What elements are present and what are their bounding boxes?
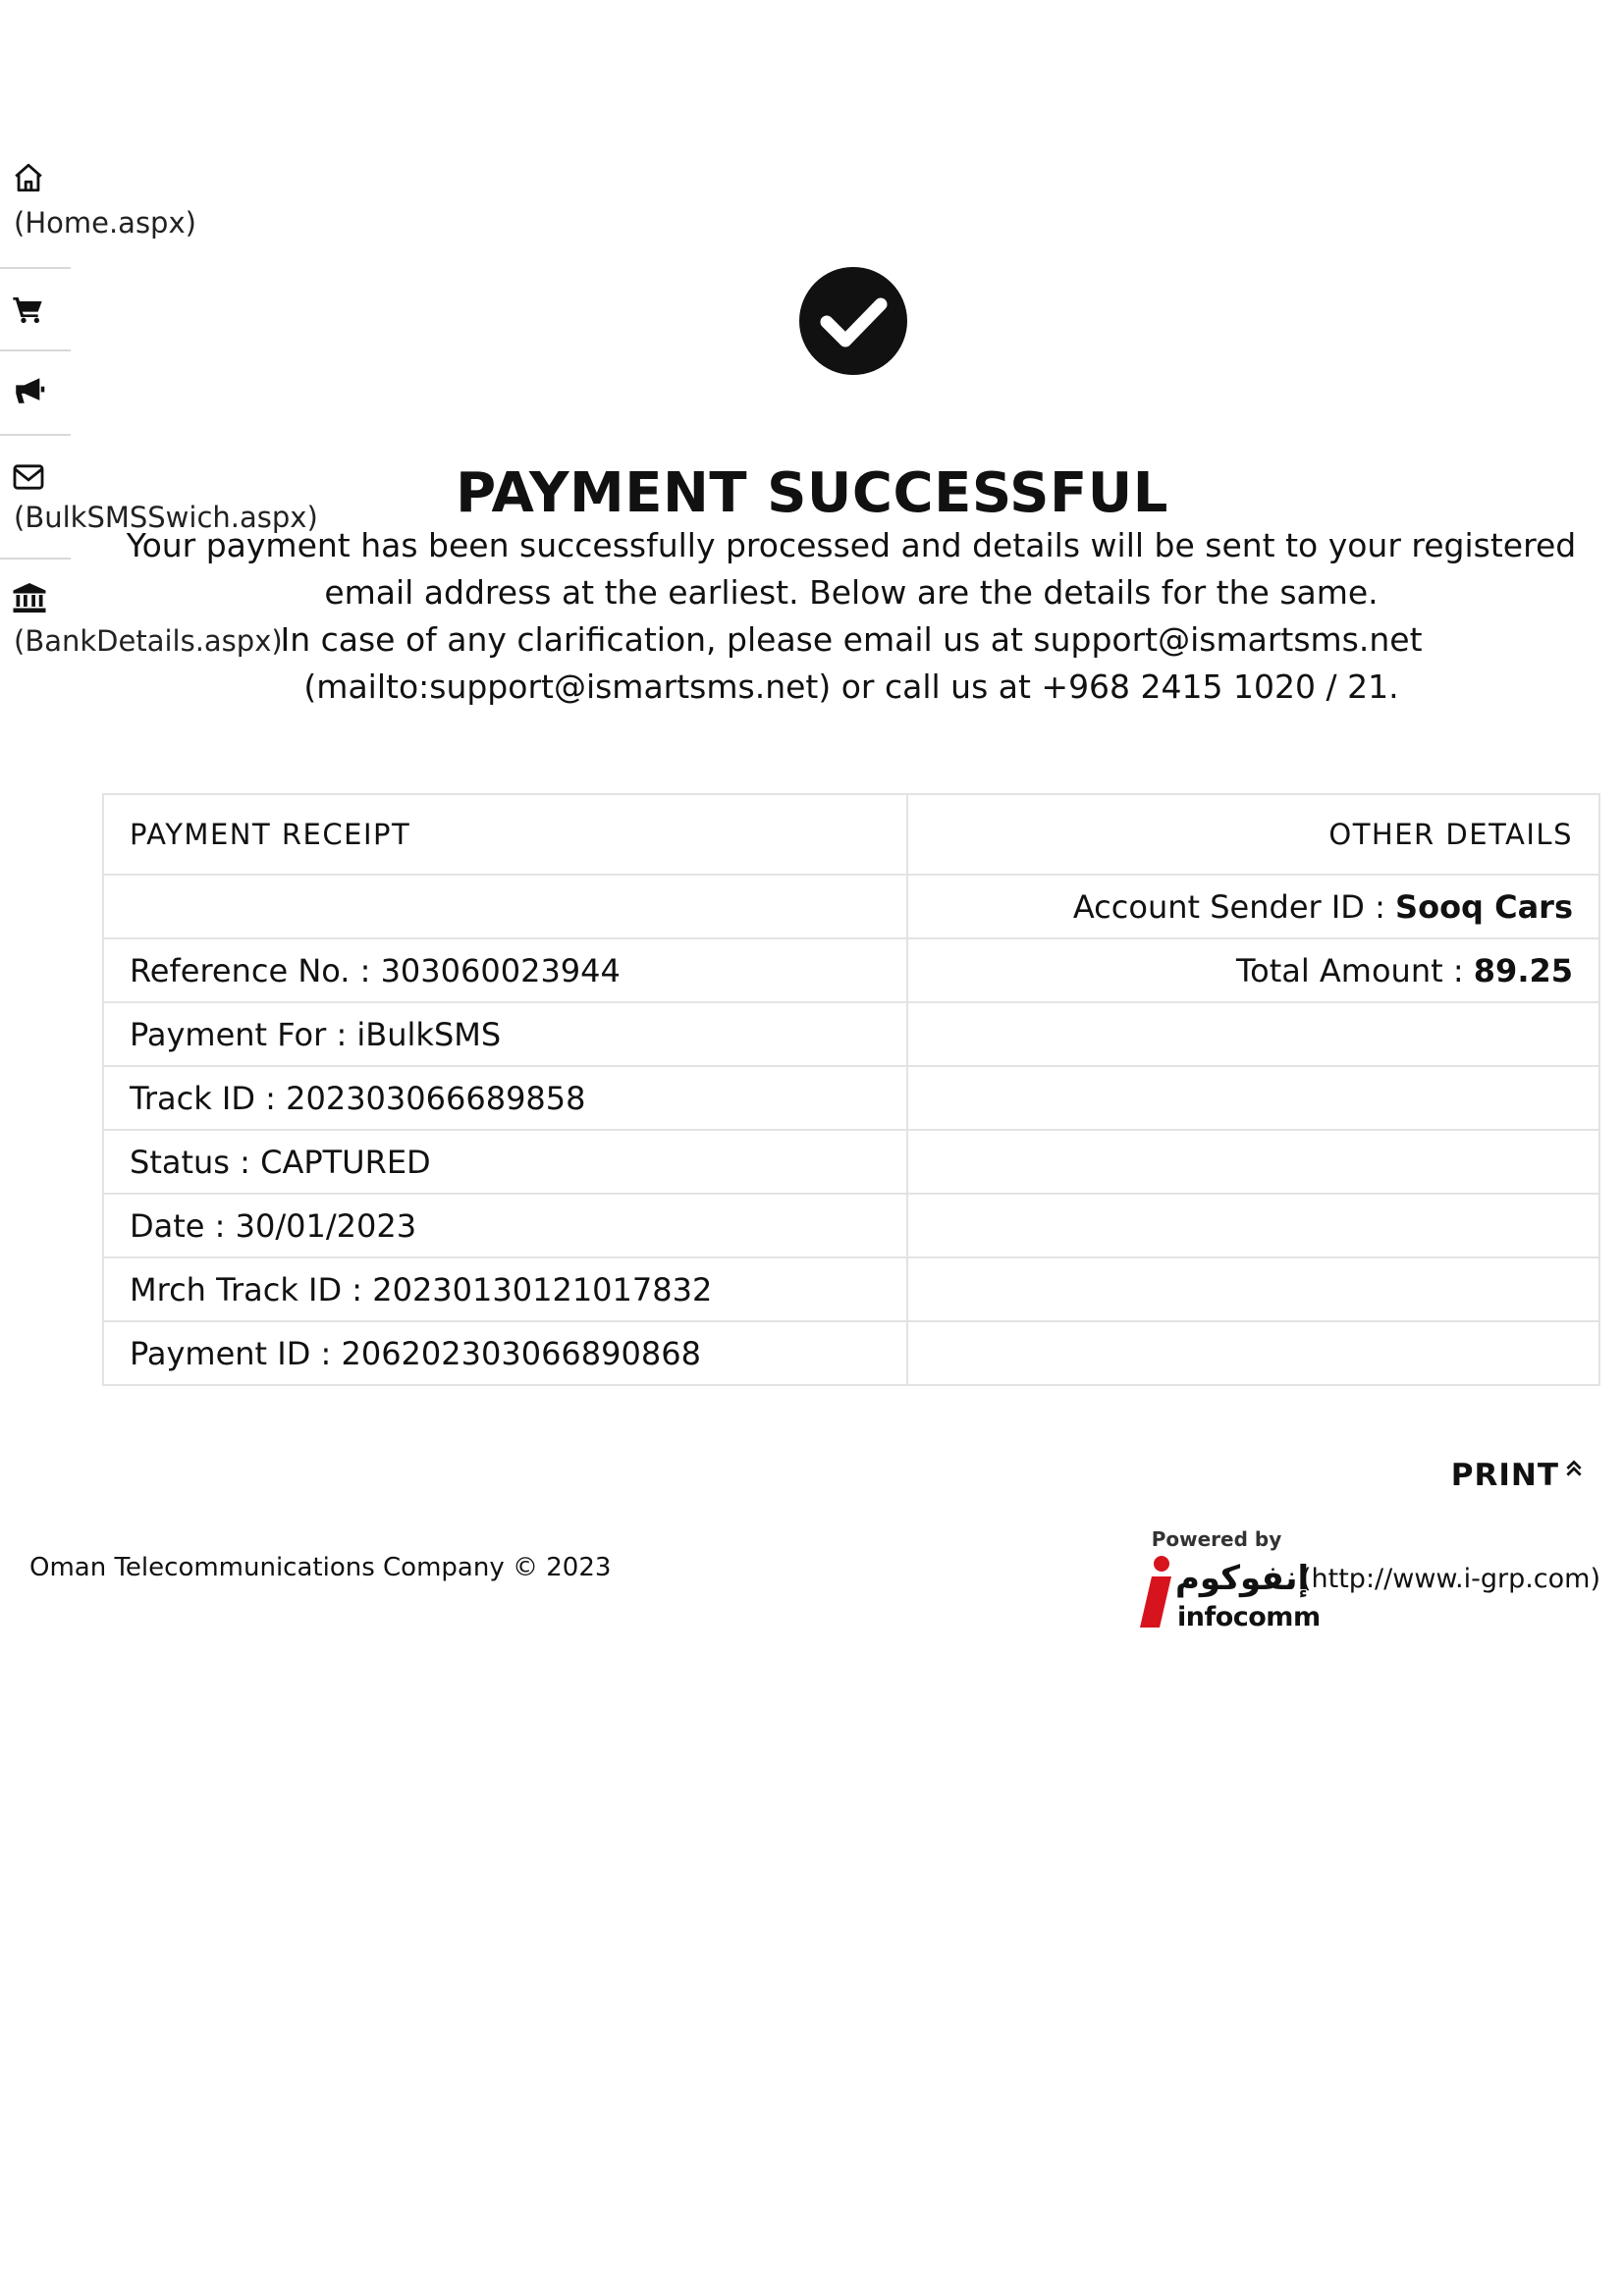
- support-contact-line: In case of any clarification, please email us at support@ismartsms.net (mailto:support@ismartsms.net) or call us at +968 2415 1020 / 21.: [280, 620, 1423, 706]
- table-row: [103, 1066, 1599, 1130]
- other-details-header: OTHER DETAILS: [907, 794, 1599, 875]
- sender-id-value: Sooq Cars: [1395, 887, 1573, 926]
- print-button[interactable]: [1451, 1458, 1585, 1493]
- track-id: Track ID : 202303066689858: [103, 1066, 907, 1130]
- bank-icon: [12, 581, 47, 614]
- empty-cell: [907, 1130, 1599, 1194]
- receipt-header: PAYMENT RECEIPT: [103, 794, 907, 875]
- status-message-line: Your payment has been successfully processed and details will be sent to your registered email address at the earliest. Below are the details for the same.: [126, 526, 1577, 612]
- sidebar-divider: [0, 349, 71, 351]
- payment-status: Status : CAPTURED: [103, 1130, 907, 1194]
- table-header-row: [103, 794, 1599, 875]
- payment-for: Payment For : iBulkSMS: [103, 1002, 907, 1066]
- footer-powered-by: [1138, 1527, 1600, 1639]
- total-amount-value: 89.25: [1473, 951, 1573, 989]
- infocomm-logo[interactable]: [1138, 1527, 1321, 1639]
- empty-cell: [907, 1066, 1599, 1130]
- logo-graphic: [1138, 1551, 1321, 1639]
- sender-id-label: Account Sender ID :: [1072, 887, 1396, 926]
- logo-english-text: infocomm: [1176, 1602, 1321, 1632]
- print-label: PRINT: [1450, 1458, 1559, 1493]
- table-row: [103, 1130, 1599, 1194]
- table-row: [103, 875, 1599, 938]
- sidebar-link-bank-details[interactable]: (BankDetails.aspx): [14, 624, 283, 658]
- receipt-table: [102, 793, 1600, 1386]
- total-amount-cell: [907, 938, 1599, 1002]
- sender-id-cell: [907, 875, 1599, 938]
- payment-date: Date : 30/01/2023: [103, 1194, 907, 1257]
- empty-cell: [103, 875, 907, 938]
- merchant-track-id: Mrch Track ID : 20230130121017832: [103, 1257, 907, 1321]
- megaphone-icon: [12, 375, 45, 406]
- sidebar-link-bulk-sms[interactable]: (BulkSMSSwich.aspx): [14, 501, 318, 534]
- empty-cell: [907, 1257, 1599, 1321]
- empty-cell: [907, 1321, 1599, 1385]
- double-chevron-up-icon: [1563, 1458, 1585, 1479]
- sidebar-link-home[interactable]: (Home.aspx): [14, 206, 196, 240]
- empty-cell: [907, 1002, 1599, 1066]
- sidebar-divider: [0, 434, 71, 436]
- payment-id: Payment ID : 206202303066890868: [103, 1321, 907, 1385]
- infocomm-logo-icon: [1138, 1555, 1179, 1631]
- status-message: [118, 522, 1585, 711]
- table-row: [103, 1194, 1599, 1257]
- logo-arabic-text: إنفوكوم: [1174, 1559, 1310, 1598]
- reference-number: Reference No. : 303060023944: [103, 938, 907, 1002]
- sidebar-divider: [0, 558, 71, 560]
- table-row: [103, 1321, 1599, 1385]
- powered-by-label: Powered by: [1151, 1527, 1282, 1551]
- check-circle-icon: [799, 267, 907, 375]
- table-row: [103, 1257, 1599, 1321]
- home-icon: [12, 161, 45, 194]
- table-row: [103, 938, 1599, 1002]
- empty-cell: [907, 1194, 1599, 1257]
- infocomm-link[interactable]: (http://www.i-grp.com): [1300, 1563, 1600, 1594]
- table-row: [103, 1002, 1599, 1066]
- sidebar-divider: [0, 267, 71, 269]
- page-title: PAYMENT SUCCESSFUL: [456, 460, 1168, 525]
- total-amount-label: Total Amount :: [1236, 951, 1474, 989]
- footer-copyright: Oman Telecommunications Company © 2023: [29, 1553, 612, 1582]
- cart-icon: [12, 294, 43, 324]
